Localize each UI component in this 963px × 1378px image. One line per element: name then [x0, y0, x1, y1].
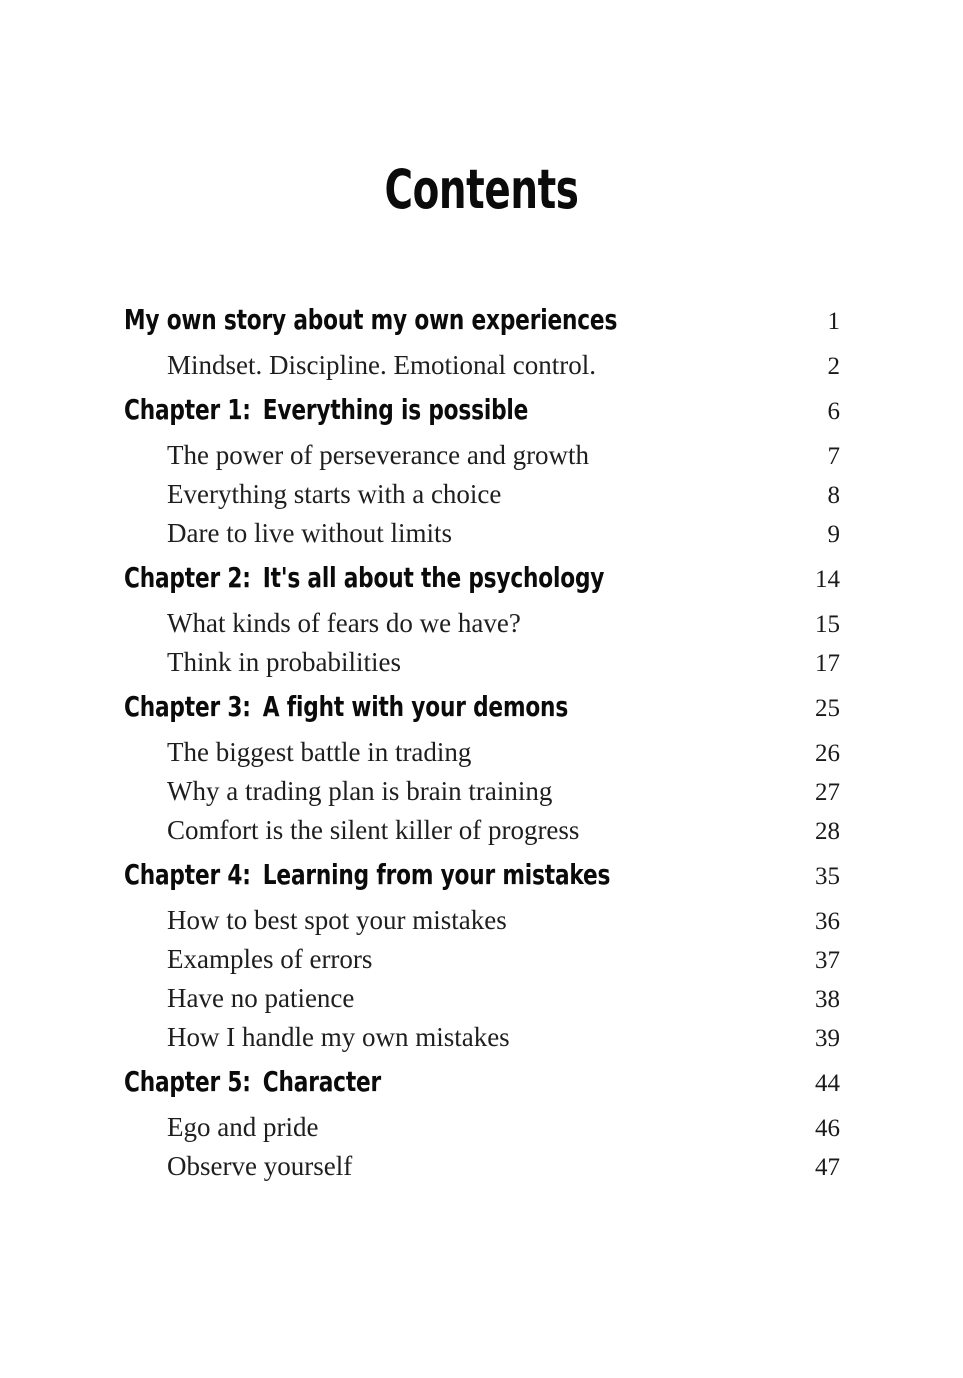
toc-subentry-row[interactable] — [124, 438, 840, 477]
toc-subentry-row[interactable] — [124, 981, 840, 1020]
toc-page-number: 37 — [815, 947, 840, 974]
toc-page-number: 36 — [815, 908, 840, 935]
toc-chapter-label: My own story about my own experiences — [124, 303, 618, 336]
toc-subentry-label: Ego and pride — [167, 1112, 319, 1142]
toc-page-number: 28 — [815, 818, 840, 845]
toc-chapter-title: Learning from your mistakes — [262, 858, 611, 891]
toc-page-number: 17 — [815, 650, 840, 677]
toc-subentry-label: The power of perseverance and growth — [167, 440, 590, 470]
toc-page-number: 6 — [827, 398, 840, 425]
toc-subentry-label: Dare to live without limits — [167, 518, 452, 548]
toc-page-number: 47 — [815, 1154, 840, 1181]
toc-subentry-label: Why a trading plan is brain training — [167, 776, 553, 806]
toc-chapter-title: Everything is possible — [262, 393, 529, 426]
toc-page-number: 7 — [827, 443, 840, 470]
toc-subentry-label: How I handle my own mistakes — [167, 1022, 510, 1052]
toc-chapter-row[interactable] — [124, 561, 840, 606]
toc-page-number: 9 — [827, 521, 840, 548]
toc-chapter-title: A fight with your demons — [262, 690, 569, 723]
toc-page-number: 14 — [815, 566, 840, 593]
toc-chapter-number: Chapter 5: — [124, 1065, 251, 1098]
toc-subentry-row[interactable] — [124, 1020, 840, 1059]
toc-subentry-label: Observe yourself — [167, 1151, 353, 1181]
toc-chapter-label — [124, 690, 568, 724]
toc-chapter-label — [124, 393, 528, 427]
toc-subentry-label: The biggest battle in trading — [167, 737, 472, 767]
toc-subentry-row[interactable] — [124, 606, 840, 645]
toc-subentry-label: Mindset. Discipline. Emotional control. — [167, 350, 596, 380]
toc-page-number: 39 — [815, 1025, 840, 1052]
toc-chapter-row[interactable] — [124, 858, 840, 903]
toc-chapter-number: Chapter 1: — [124, 393, 251, 426]
toc-subentry-row[interactable] — [124, 1149, 840, 1188]
toc-page-number: 27 — [815, 779, 840, 806]
toc-chapter-row[interactable] — [124, 303, 840, 348]
toc-subentry-label: Have no patience — [167, 983, 355, 1013]
toc-page-number: 1 — [827, 308, 840, 335]
toc-page-number: 38 — [815, 986, 840, 1013]
toc-page-number: 2 — [827, 353, 840, 380]
toc-chapter-number: Chapter 3: — [124, 690, 251, 723]
toc-subentry-row[interactable] — [124, 735, 840, 774]
toc-chapter-label — [124, 561, 604, 595]
toc-chapter-number: Chapter 4: — [124, 858, 251, 891]
toc-subentry-row[interactable] — [124, 477, 840, 516]
toc-chapter-label — [124, 858, 610, 892]
toc-subentry-row[interactable] — [124, 645, 840, 684]
toc-chapter-title: Character — [262, 1065, 382, 1098]
toc-chapter-row[interactable] — [124, 1065, 840, 1110]
page-title: Contents — [384, 158, 579, 222]
toc-subentry-label: How to best spot your mistakes — [167, 905, 507, 935]
toc-subentry-row[interactable] — [124, 903, 840, 942]
toc-subentry-row[interactable] — [124, 813, 840, 852]
toc-page-number: 15 — [815, 611, 840, 638]
toc-page-number: 35 — [815, 863, 840, 890]
toc-subentry-row[interactable] — [124, 516, 840, 555]
toc-chapter-row[interactable] — [124, 393, 840, 438]
toc-subentry-label: Comfort is the silent killer of progress — [167, 815, 580, 845]
toc-subentry-label: What kinds of fears do we have? — [167, 608, 521, 638]
toc-page-number: 44 — [815, 1070, 840, 1097]
toc-subentry-label: Examples of errors — [167, 944, 373, 974]
table-of-contents-list — [124, 303, 840, 1188]
toc-page-number: 25 — [815, 695, 840, 722]
toc-page-number: 26 — [815, 740, 840, 767]
toc-chapter-row[interactable] — [124, 690, 840, 735]
toc-chapter-number: Chapter 2: — [124, 561, 251, 594]
toc-subentry-label: Think in probabilities — [167, 647, 401, 677]
toc-chapter-label — [124, 1065, 381, 1099]
toc-page-number: 8 — [827, 482, 840, 509]
toc-subentry-row[interactable] — [124, 348, 840, 387]
toc-subentry-row[interactable] — [124, 774, 840, 813]
toc-page-number: 46 — [815, 1115, 840, 1142]
toc-subentry-row[interactable] — [124, 942, 840, 981]
toc-chapter-title: It's all about the psychology — [262, 561, 605, 594]
toc-subentry-row[interactable] — [124, 1110, 840, 1149]
toc-subentry-label: Everything starts with a choice — [167, 479, 502, 509]
